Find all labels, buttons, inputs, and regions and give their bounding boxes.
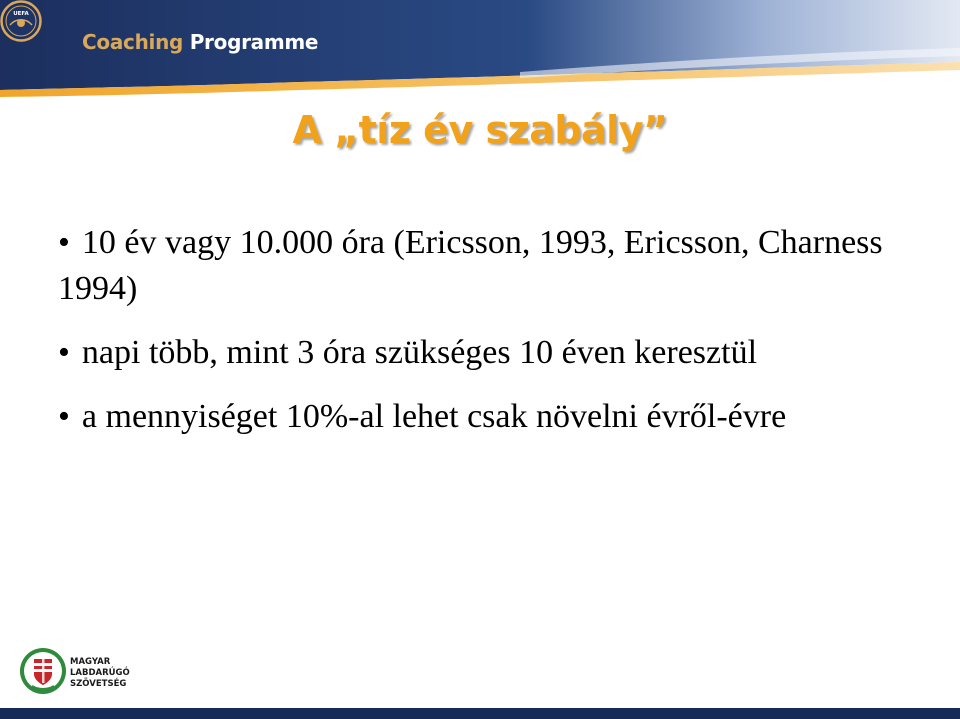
slide-title: A „tíz év szabály” (292, 108, 668, 152)
header-swoosh-graphic (0, 0, 960, 110)
mlsz-line-1: MAGYAR (70, 657, 111, 667)
mlsz-line-2: LABDARÚGÓ (70, 668, 130, 678)
bullet-text: napi több, mint 3 óra szükséges 10 éven keresztül (81, 334, 758, 371)
bullet-item (58, 330, 898, 376)
mlsz-org-name (70, 657, 130, 690)
programme-title (82, 30, 318, 54)
bullet-symbol: • (58, 334, 70, 371)
bullet-item (58, 220, 898, 312)
slide-header (0, 0, 960, 110)
uefa-logo-icon (0, 0, 42, 42)
programme-title-programme: Programme (189, 30, 319, 54)
bullet-symbol: • (58, 224, 70, 261)
bullet-item (58, 394, 898, 440)
bullet-list (58, 220, 898, 458)
footer-bar (0, 708, 960, 719)
bullet-text: a mennyiséget 10%-al lehet csak növelni évről-évre (81, 398, 787, 435)
mlsz-logo-icon (18, 646, 68, 696)
programme-title-coaching: Coaching (82, 30, 184, 54)
bullet-symbol: • (58, 398, 70, 435)
uefa-logo-text: UEFA (13, 11, 29, 17)
mlsz-line-3: SZÖVETSÉG (70, 679, 127, 689)
bullet-text: 10 év vagy 10.000 óra (Ericsson, 1993, Ericsson, Charness 1994) (58, 224, 883, 307)
